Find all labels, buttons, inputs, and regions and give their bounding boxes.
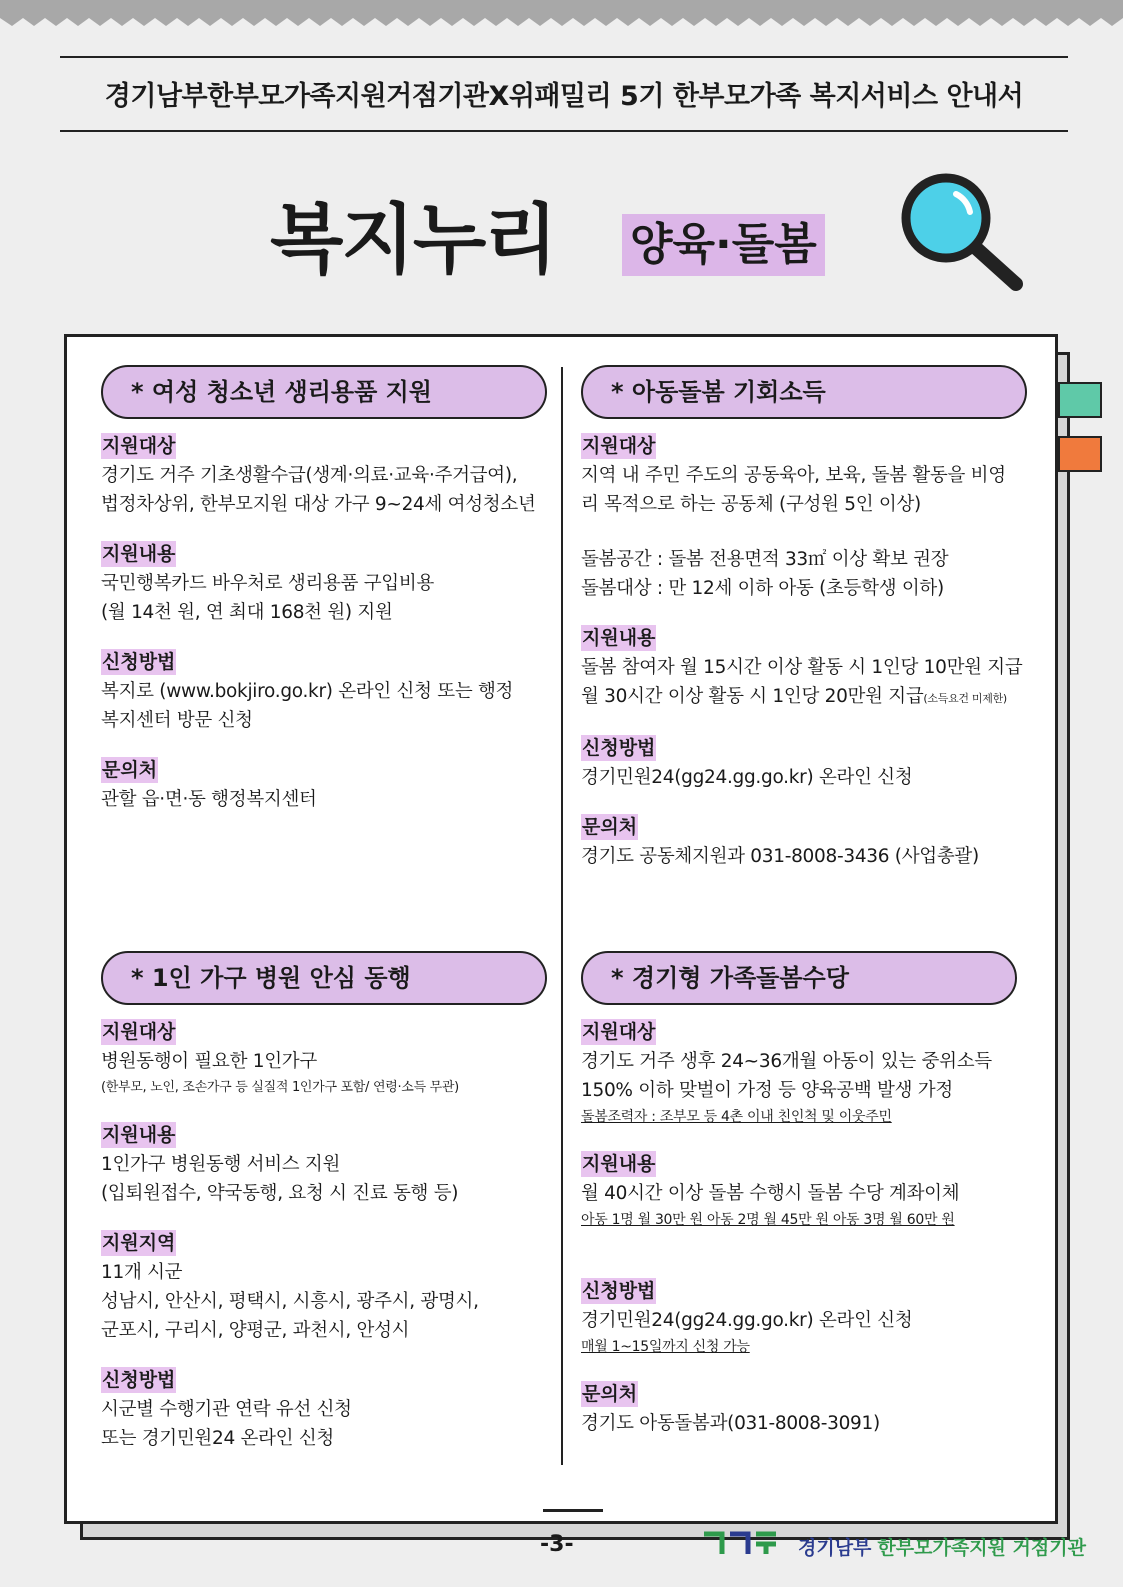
content-text: 국민행복카드 바우처로 생리용품 구입비용 (101, 573, 435, 594)
content-block (101, 1122, 547, 1208)
contact-block (581, 814, 1027, 871)
header-title: 경기남부한부모가족지원거점기관X위패밀리 5기 한부모가족 복지서비스 안내서 (104, 81, 1024, 112)
section-title: * 아동돌봄 기회소득 (581, 365, 1027, 419)
region-text: 성남시, 안산시, 평택시, 시흥시, 광주시, 광명시, (101, 1291, 479, 1312)
care-space-text: 돌봄공간 : 돌봄 전용면적 33㎡ 이상 확보 권장 (581, 549, 949, 570)
contact-block (101, 757, 547, 814)
section-title: * 여성 청소년 생리용품 지원 (101, 365, 547, 419)
main-title: 복지누리 (270, 195, 556, 284)
header-rule-bottom (60, 130, 1068, 132)
content-text: (월 14천 원, 연 최대 168천 원) 지원 (101, 602, 393, 623)
target-text: 리 목적으로 하는 공동체 (구성원 5인 이상) (581, 494, 921, 515)
target-text: 경기도 거주 기초생활수급(생계·의료·교육·주거급여), (101, 465, 518, 486)
content-text: 1인가구 병원동행 서비스 지원 (101, 1154, 341, 1175)
apply-block (101, 1367, 547, 1453)
section-title: * 1인 가구 병원 안심 동행 (101, 951, 547, 1005)
contact-text: 경기도 공동체지원과 031-8008-3436 (사업총괄) (581, 846, 979, 867)
sub-title: 양육·돌봄 (622, 214, 825, 276)
target-text: 150% 이하 맞벌이 가정 등 양육공백 발생 가정 (581, 1080, 953, 1101)
region-text: 11개 시군 (101, 1262, 183, 1283)
apply-block (581, 735, 1027, 792)
content-text-main: 월 30시간 이상 활동 시 1인당 20만원 지급 (581, 686, 924, 707)
apply-note: 매월 1~15일까지 신청 가능 (581, 1339, 750, 1355)
target-text: 병원동행이 필요한 1인가구 (101, 1051, 317, 1072)
content-label: 지원내용 (102, 1124, 176, 1146)
content-block (581, 625, 1027, 713)
apply-label: 신청방법 (582, 737, 656, 759)
section-child-care-income (581, 365, 1027, 893)
zigzag-top-border (0, 0, 1123, 30)
apply-block (101, 649, 547, 735)
section-title: * 경기형 가족돌봄수당 (581, 951, 1017, 1005)
org-logo-icon (702, 1530, 778, 1558)
target-label: 지원대상 (102, 435, 176, 457)
allowance-note: 아동 1명 월 30만 원 아동 2명 월 45만 원 아동 3명 월 60만 원 (581, 1212, 955, 1228)
target-block (101, 433, 547, 519)
content-text: 월 40시간 이상 돌봄 수행시 돌봄 수당 계좌이체 (581, 1183, 960, 1204)
contact-label: 문의처 (102, 759, 158, 781)
income-note: (소득요건 미제한) (923, 692, 1007, 705)
tab-green (1058, 382, 1102, 418)
content-card (64, 334, 1058, 1524)
apply-label: 신청방법 (102, 1369, 176, 1391)
target-label: 지원대상 (582, 1021, 656, 1043)
contact-label: 문의처 (582, 816, 638, 838)
apply-label: 신청방법 (102, 651, 176, 673)
magnifier-icon (898, 168, 1028, 298)
content-text: (입퇴원접수, 약국동행, 요청 시 진료 동행 등) (101, 1183, 459, 1204)
content-text: 돌봄 참여자 월 15시간 이상 활동 시 1인당 10만원 지급 (581, 657, 1023, 678)
section-period-products (101, 365, 547, 836)
region-block (101, 1230, 547, 1345)
target-label: 지원대상 (582, 435, 656, 457)
target-text: 법정차상위, 한부모지원 대상 가구 9~24세 여성청소년 (101, 494, 536, 515)
contact-label: 문의처 (582, 1383, 638, 1405)
care-target-text: 돌봄대상 : 만 12세 이하 아동 (초등학생 이하) (581, 578, 944, 599)
content-block (101, 541, 547, 627)
apply-text: 경기민원24(gg24.gg.go.kr) 온라인 신청 (581, 1310, 913, 1331)
target-note: (한부모, 노인, 조손가구 등 실질적 1인가구 포함/ 연령·소득 무관) (101, 1080, 459, 1095)
header-rule-top (60, 56, 1068, 58)
footer-org-name: 한부모가족지원 거점기관 (877, 1537, 1086, 1559)
page-number: -3- (540, 1532, 574, 1557)
helper-note: 돌봄조력자 : 조부모 등 4촌 이내 친인척 및 이웃주민 (581, 1109, 892, 1125)
apply-text: 복지센터 방문 신청 (101, 710, 253, 731)
content-block (581, 1151, 1027, 1232)
apply-label: 신청방법 (582, 1280, 656, 1302)
bottom-notch (543, 1509, 603, 1512)
target-block (581, 433, 1027, 603)
content-label: 지원내용 (102, 543, 176, 565)
section-family-care-allowance (581, 951, 1027, 1460)
target-block (101, 1019, 547, 1100)
contact-block (581, 1381, 1027, 1438)
apply-text: 시군별 수행기관 연락 유선 신청 (101, 1399, 352, 1420)
target-text: 지역 내 주민 주도의 공동육아, 보육, 돌봄 활동을 비영 (581, 465, 1006, 486)
footer-org (798, 1533, 1086, 1560)
section-hospital-companion (101, 951, 547, 1475)
target-block (581, 1019, 1027, 1129)
tab-orange (1058, 436, 1102, 472)
apply-text: 또는 경기민원24 온라인 신청 (101, 1428, 334, 1449)
target-text: 경기도 거주 생후 24~36개월 아동이 있는 중위소득 (581, 1051, 992, 1072)
footer-org-region: 경기남부 (798, 1537, 872, 1559)
apply-text: 복지로 (www.bokjiro.go.kr) 온라인 신청 또는 행정 (101, 681, 514, 702)
content-label: 지원내용 (582, 1153, 656, 1175)
region-label: 지원지역 (102, 1232, 176, 1254)
apply-block (581, 1278, 1027, 1359)
target-label: 지원대상 (102, 1021, 176, 1043)
content-text (581, 682, 1027, 713)
column-divider (561, 367, 563, 1465)
region-text: 군포시, 구리시, 양평군, 과천시, 안성시 (101, 1320, 410, 1341)
contact-text: 경기도 아동돌봄과(031-8008-3091) (581, 1413, 880, 1434)
contact-text: 관할 읍·면·동 행정복지센터 (101, 789, 317, 810)
content-label: 지원내용 (582, 627, 656, 649)
apply-text: 경기민원24(gg24.gg.go.kr) 온라인 신청 (581, 767, 913, 788)
